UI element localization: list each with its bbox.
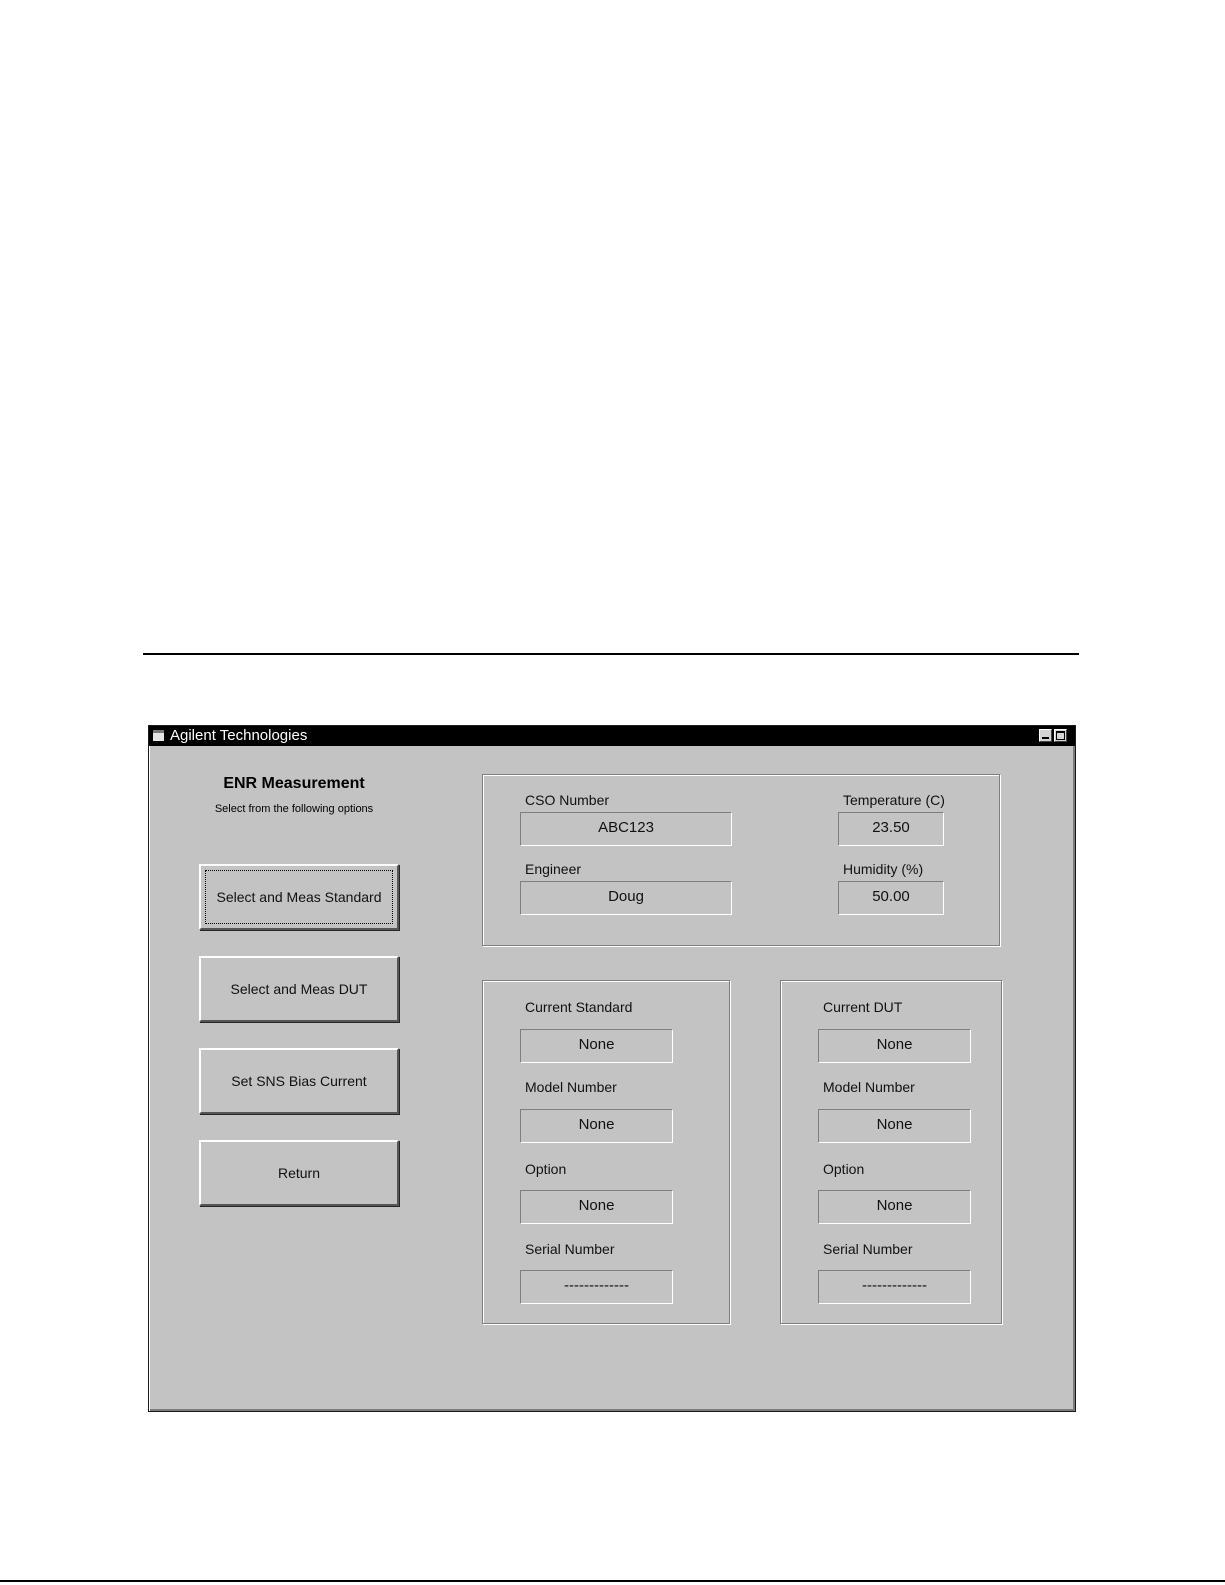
minimize-icon — [1042, 737, 1049, 739]
current-dut-field[interactable]: None — [818, 1029, 971, 1063]
temperature-label: Temperature (C) — [843, 792, 945, 808]
current-dut-group — [780, 980, 1002, 1324]
dut-option-label: Option — [823, 1161, 865, 1177]
dut-model-number-field[interactable]: None — [818, 1109, 971, 1143]
engineer-field[interactable]: Doug — [520, 881, 732, 915]
page-subtitle: Select from the following options — [214, 803, 374, 815]
page-title: ENR Measurement — [223, 775, 365, 792]
window-menu-icon[interactable] — [153, 730, 164, 741]
window-title: Agilent Technologies — [170, 727, 308, 744]
maximize-button[interactable] — [1054, 729, 1067, 742]
dut-option-field[interactable]: None — [818, 1190, 971, 1224]
engineer-label: Engineer — [525, 861, 582, 877]
measurement-info-group — [482, 774, 1000, 946]
current-standard-field[interactable]: None — [520, 1029, 673, 1063]
page-bottom-rule — [0, 1580, 1225, 1582]
maximize-icon — [1056, 731, 1065, 740]
temperature-field[interactable]: 23.50 — [838, 812, 944, 846]
standard-model-number-field[interactable]: None — [520, 1109, 673, 1143]
current-standard-label: Current Standard — [525, 999, 633, 1015]
return-button[interactable]: Return — [199, 1140, 399, 1206]
dut-model-number-label: Model Number — [823, 1079, 915, 1095]
standard-option-label: Option — [525, 1161, 567, 1177]
standard-serial-number-label: Serial Number — [525, 1241, 615, 1257]
document-divider-rule — [143, 653, 1079, 655]
standard-model-number-label: Model Number — [525, 1079, 617, 1095]
cso-number-field[interactable]: ABC123 — [520, 812, 732, 846]
cso-number-label: CSO Number — [525, 792, 610, 808]
title-bar[interactable] — [149, 726, 1075, 746]
minimize-button[interactable] — [1039, 729, 1052, 742]
dut-serial-number-label: Serial Number — [823, 1241, 913, 1257]
standard-serial-number-field[interactable]: ------------- — [520, 1270, 673, 1304]
select-and-meas-dut-button[interactable]: Select and Meas DUT — [199, 956, 399, 1022]
application-window — [148, 725, 1076, 1412]
humidity-label: Humidity (%) — [843, 861, 924, 877]
set-sns-bias-current-button[interactable]: Set SNS Bias Current — [199, 1048, 399, 1114]
select-and-meas-standard-button[interactable]: Select and Meas Standard — [199, 864, 399, 930]
standard-option-field[interactable]: None — [520, 1190, 673, 1224]
current-dut-label: Current DUT — [823, 999, 903, 1015]
current-standard-group — [482, 980, 730, 1324]
humidity-field[interactable]: 50.00 — [838, 881, 944, 915]
dut-serial-number-field[interactable]: ------------- — [818, 1270, 971, 1304]
